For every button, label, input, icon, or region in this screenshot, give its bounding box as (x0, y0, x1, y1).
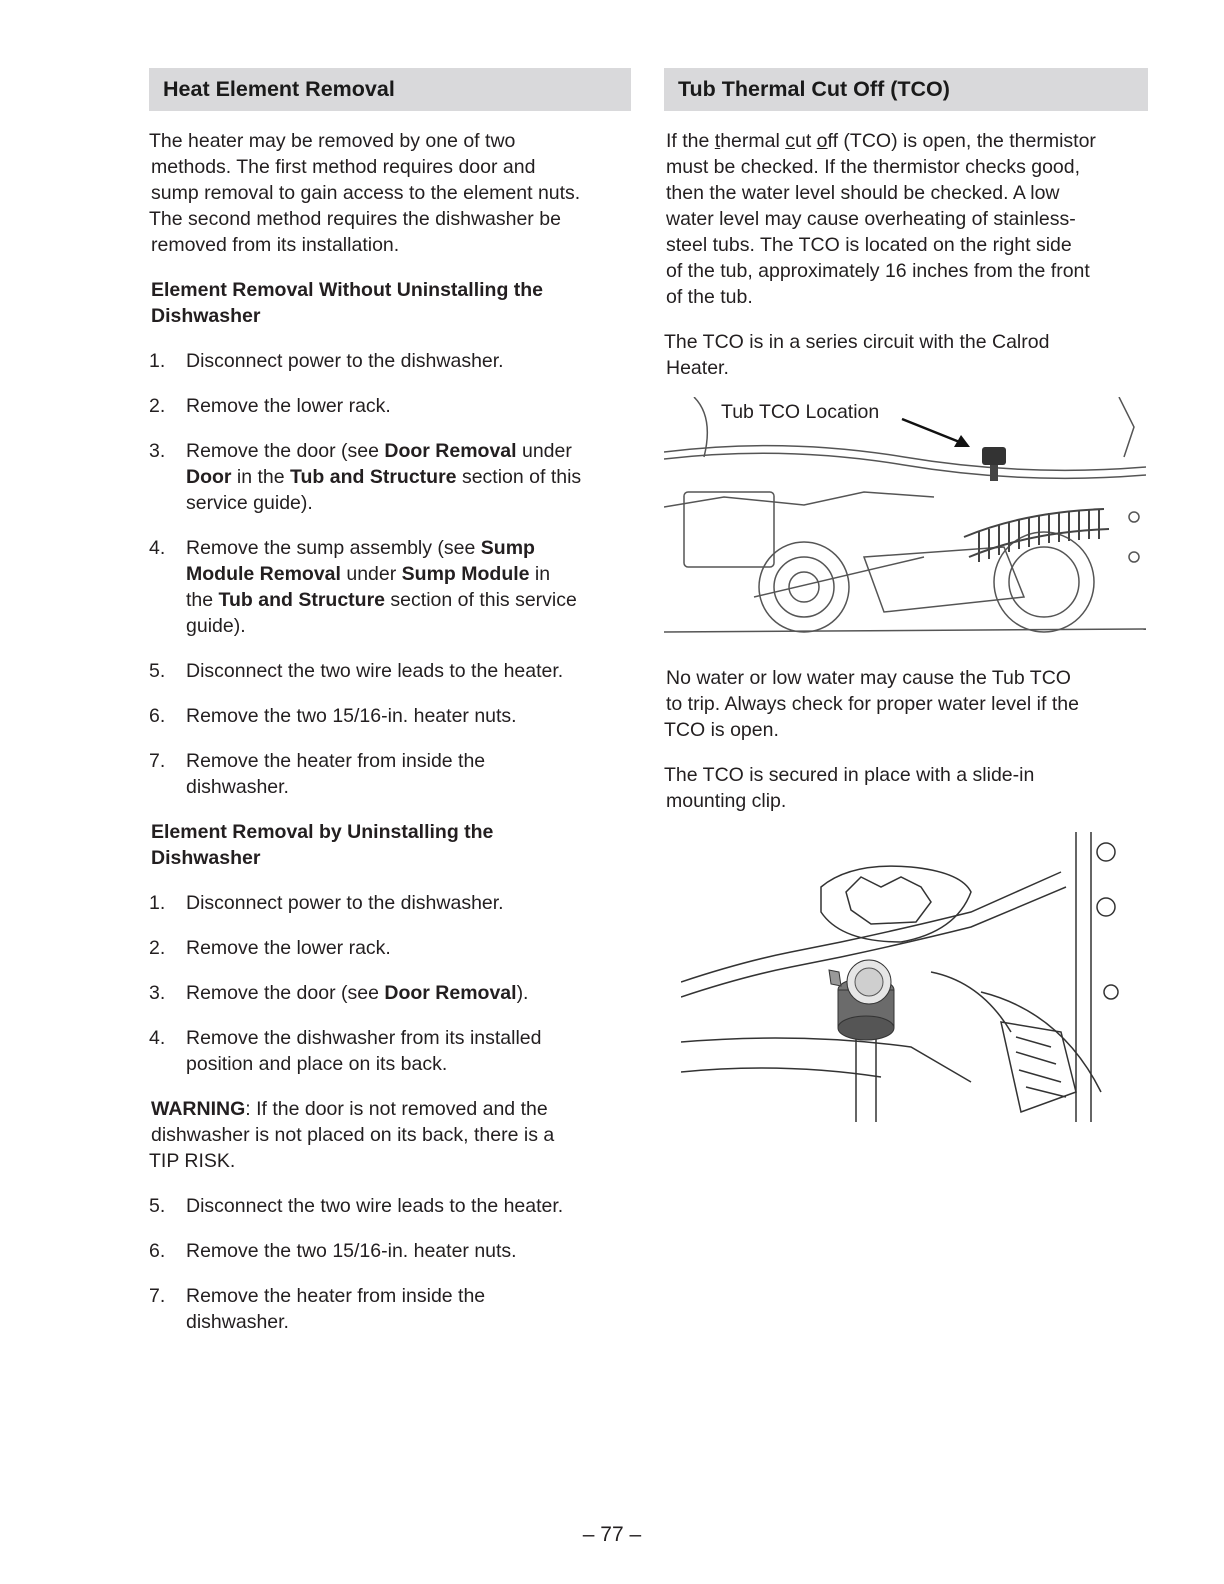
list-item: 1. Disconnect power to the dishwasher. (149, 892, 504, 914)
tco-paragraph-1: If the thermal cut off (TCO) is open, the thermistor must be checked. If the thermistor checks good, then the water level should be checked. A low water level may cause overheating of stainless- steel tubs. The TCO is located on the right side of the tub, approximately 16 inches from the front of the tub. (666, 130, 1096, 308)
tco-mounting-clip-figure (681, 832, 1131, 1122)
intro-paragraph: The heater may be removed by one of two methods. The first method requires door and sump removal to gain access to the element nuts. The second method requires the dishwasher be removed from its installation. (149, 130, 581, 256)
steps-by-uninstalling (149, 890, 631, 1077)
list-item: 4. Remove the sump assembly (see Sump Module Removal under Sump Module in the Tub and Structure section of this service guide). (149, 537, 577, 637)
arrow-icon (902, 419, 970, 447)
tco-sensor-icon (829, 960, 894, 1040)
list-item: 7. Remove the heater from inside the dishwasher. (149, 750, 486, 798)
tub-tco-header (664, 68, 1148, 111)
list-item: 5. Disconnect the two wire leads to the heater. (149, 1195, 564, 1217)
list-item: 4. Remove the dishwasher from its installed position and place on its back. (149, 1027, 542, 1075)
dishwasher-interior-illustration (664, 397, 1146, 639)
list-item: 2. Remove the lower rack. (149, 395, 391, 417)
subheading-without-uninstalling: Element Removal Without Uninstalling the Dishwasher (151, 279, 544, 327)
list-item: 5. Disconnect the two wire leads to the heater. (149, 660, 564, 682)
list-item: 2. Remove the lower rack. (149, 937, 391, 959)
list-item: 1. Disconnect power to the dishwasher. (149, 350, 504, 372)
warning-paragraph: WARNING: If the door is not removed and the dishwasher is not placed on its back, there is a TIP RISK. (149, 1098, 555, 1172)
steps-without-uninstalling (149, 348, 631, 800)
section-title: Tub Thermal Cut Off (TCO) (678, 77, 950, 101)
tco-paragraph-4: The TCO is secured in place with a slide-in mounting clip. (664, 764, 1035, 812)
list-item: 6. Remove the two 15/16-in. heater nuts. (149, 705, 517, 727)
list-item: 3. Remove the door (see Door Removal under Door in the Tub and Structure section of this service guide). (149, 440, 582, 514)
page-number: – 77 – (582, 1523, 642, 1546)
tco-mounting-clip-illustration (681, 832, 1131, 1122)
right-column (664, 68, 1148, 1122)
figure-callout-label: Tub TCO Location (721, 401, 880, 423)
tco-paragraph-2: The TCO is in a series circuit with the Calrod Heater. (664, 331, 1050, 379)
heat-element-removal-header (149, 68, 631, 111)
left-column (149, 68, 631, 1335)
subheading-by-uninstalling: Element Removal by Uninstalling the Dishwasher (151, 821, 494, 869)
tub-tco-location-figure (664, 397, 1146, 639)
section-title: Heat Element Removal (163, 77, 395, 101)
list-item: 7. Remove the heater from inside the dishwasher. (149, 1285, 486, 1333)
tco-paragraph-3: No water or low water may cause the Tub TCO to trip. Always check for proper water level if the TCO is open. (664, 667, 1079, 741)
list-item: 3. Remove the door (see Door Removal). (149, 982, 529, 1004)
list-item: 6. Remove the two 15/16-in. heater nuts. (149, 1240, 517, 1262)
steps-by-uninstalling-continued (149, 1193, 631, 1335)
